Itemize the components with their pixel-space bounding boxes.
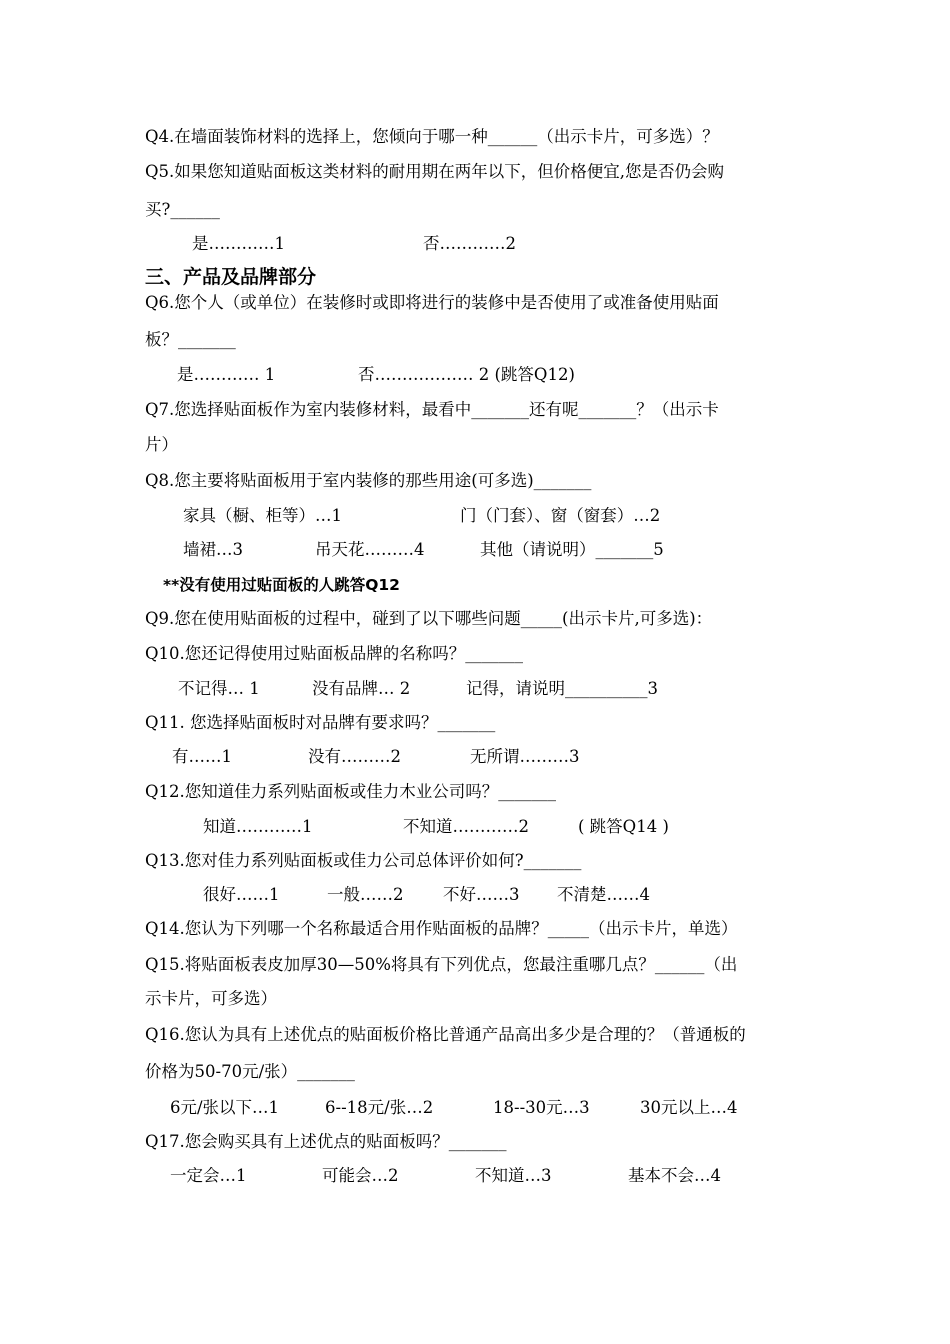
q16-option-under-6: 6元/张以下…1: [170, 1098, 280, 1117]
q17-option-maybe: 可能会…2: [322, 1166, 399, 1185]
question-q16-line2: 价格为50-70元/张）_______: [145, 1062, 355, 1081]
q11-option-indifferent: 无所谓………3: [470, 747, 580, 766]
question-q6-line2: 板？_______: [145, 330, 236, 349]
q13-option-bad: 不好……3: [443, 885, 520, 904]
q5-option-yes: 是…………1: [192, 234, 285, 253]
question-q9: Q9.您在使用贴面板的过程中，碰到了以下哪些问题_____(出示卡片,可多选)：: [145, 609, 713, 628]
q13-option-very-good: 很好……1: [203, 885, 280, 904]
section-heading-products-brands: 三、产品及品牌部分: [145, 266, 317, 288]
question-q5-line2: 买?______: [145, 200, 220, 219]
skip-instruction-note: **没有使用过贴面板的人跳答Q12: [163, 576, 400, 594]
question-q8: Q8.您主要将贴面板用于室内装修的那些用途(可多选)_______: [145, 471, 592, 490]
question-q7-line1: Q7.您选择贴面板作为室内装修材料，最看中_______还有呢_______？（出示卡: [145, 400, 719, 419]
q6-option-no: 否……………… 2 (跳答Q12): [358, 365, 575, 384]
question-q12: Q12.您知道佳力系列贴面板或佳力木业公司吗？_______: [145, 782, 557, 801]
q8-option-doors-windows: 门（门套）、窗（窗套）…2: [460, 506, 661, 525]
q12-option-know: 知道…………1: [203, 817, 313, 836]
question-q7-line2: 片）: [145, 435, 178, 454]
question-q5-line1: Q5.如果您知道贴面板这类材料的耐用期在两年以下，但价格便宜,您是否仍会购: [145, 162, 725, 181]
q11-option-no: 没有………2: [308, 747, 401, 766]
question-q13: Q13.您对佳力系列贴面板或佳力公司总体评价如何?_______: [145, 851, 582, 870]
q11-option-yes: 有……1: [172, 747, 232, 766]
q16-option-over-30: 30元以上…4: [640, 1098, 738, 1117]
question-q6-line1: Q6.您个人（或单位）在装修时或即将进行的装修中是否使用了或准备使用贴面: [145, 293, 719, 312]
q16-option-6-18: 6--18元/张…2: [325, 1098, 434, 1117]
q6-option-yes: 是………… 1: [177, 365, 276, 384]
q13-option-unsure: 不清楚……4: [557, 885, 650, 904]
q17-option-unlikely: 基本不会…4: [628, 1166, 721, 1185]
q5-option-no: 否…………2: [423, 234, 516, 253]
question-q15-line1: Q15.将贴面板表皮加厚30—50%将具有下列优点，您最注重哪几点？______（出: [145, 955, 738, 974]
q12-skip-note: ( 跳答Q14 ): [578, 817, 669, 836]
q8-option-ceiling: 吊天花………4: [315, 540, 425, 559]
question-q11: Q11. 您选择贴面板时对品牌有要求吗？_______: [145, 713, 496, 732]
q12-option-dont-know: 不知道…………2: [403, 817, 529, 836]
question-q15-line2: 示卡片，可多选）: [145, 989, 277, 1008]
q8-option-furniture: 家具（橱、柜等）…1: [183, 506, 342, 525]
question-q4: Q4.在墙面装饰材料的选择上，您倾向于哪一种______（出示卡片，可多选）？: [145, 127, 719, 146]
q8-option-other: 其他（请说明）_______5: [480, 540, 664, 559]
q8-option-wainscot: 墙裙…3: [183, 540, 243, 559]
q17-option-definitely: 一定会…1: [170, 1166, 247, 1185]
q13-option-average: 一般……2: [327, 885, 404, 904]
q10-option-forgot: 不记得… 1: [178, 679, 260, 698]
q17-option-dont-know: 不知道…3: [475, 1166, 552, 1185]
question-q16-line1: Q16.您认为具有上述优点的贴面板价格比普通产品高出多少是合理的？（普通板的: [145, 1025, 746, 1044]
question-q10: Q10.您还记得使用过贴面板品牌的名称吗？_______: [145, 644, 524, 663]
question-q17: Q17.您会购买具有上述优点的贴面板吗？_______: [145, 1132, 507, 1151]
q10-option-remember: 记得，请说明__________3: [466, 679, 658, 698]
q10-option-no-brand: 没有品牌… 2: [312, 679, 411, 698]
q16-option-18-30: 18--30元…3: [493, 1098, 590, 1117]
question-q14: Q14.您认为下列哪一个名称最适合用作贴面板的品牌？_____（出示卡片，单选）: [145, 919, 738, 938]
